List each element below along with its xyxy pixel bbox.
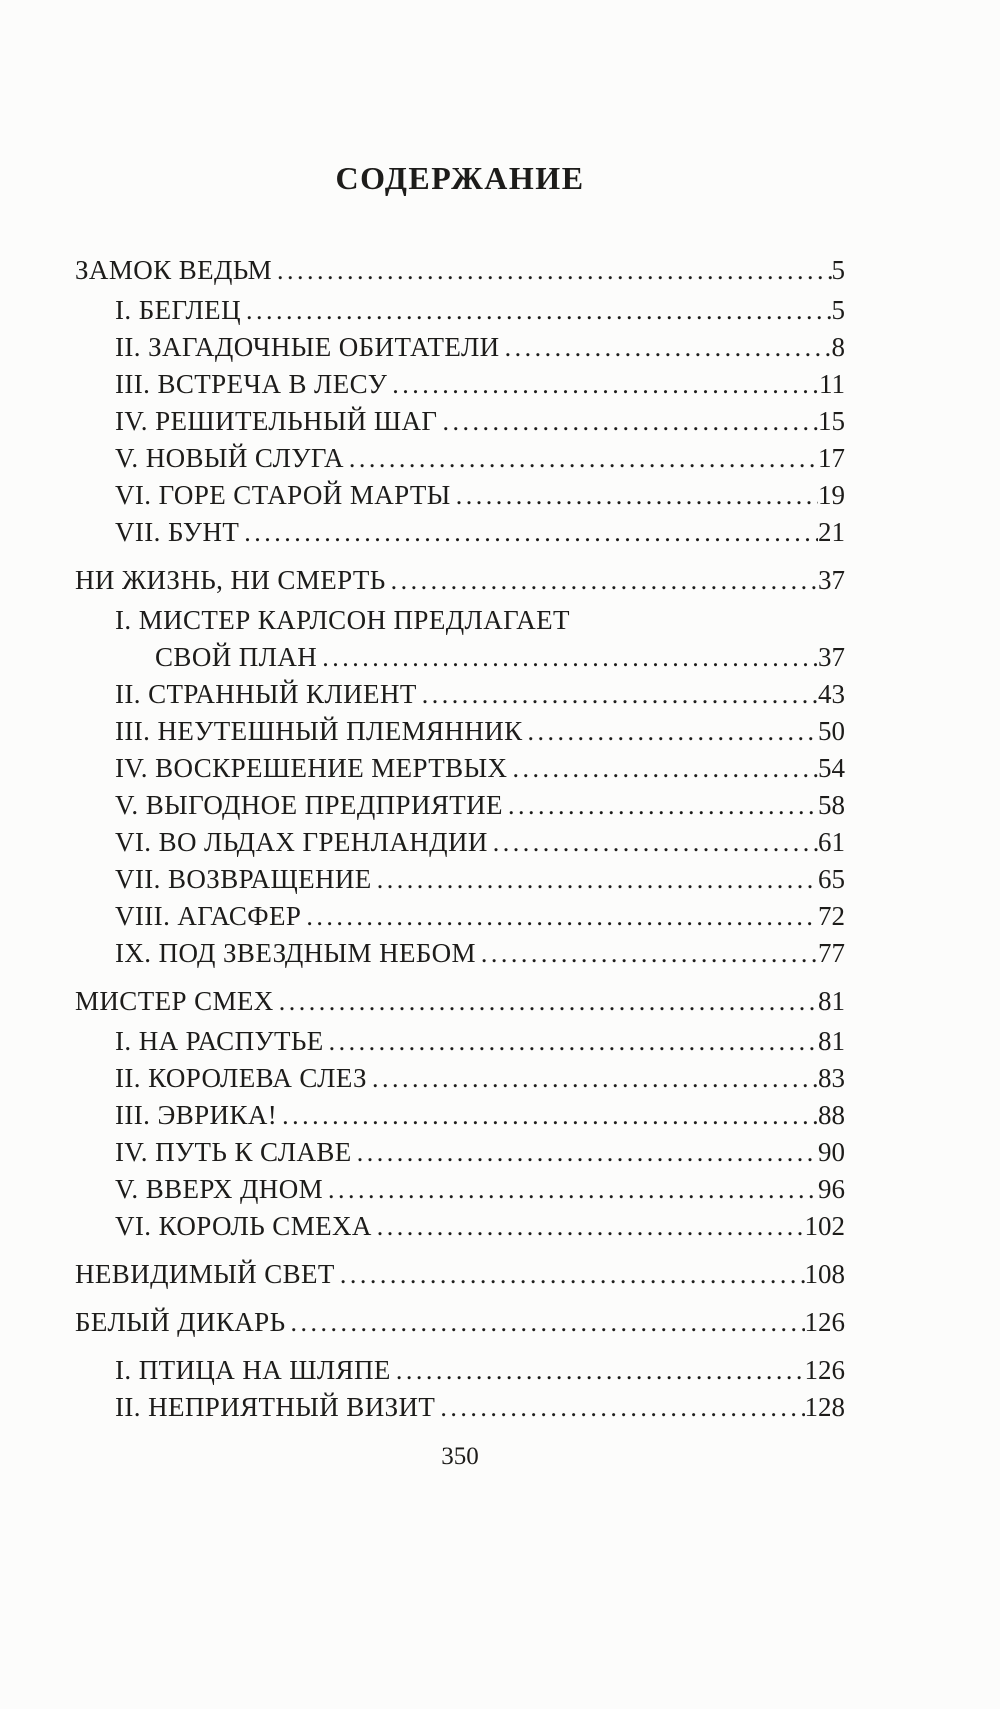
toc-entry-label: V. ВЫГОДНОЕ ПРЕДПРИЯТИЕ [115,790,503,820]
toc-entry-label: IV. ПУТЬ К СЛАВЕ [115,1137,352,1167]
toc-page-number: 43 [818,679,845,709]
toc-chapter-row [115,827,845,858]
toc-entry-label: I. ПТИЦА НА ШЛЯПЕ [115,1355,391,1385]
dot-leader [335,1259,805,1290]
toc-entry-label: V. НОВЫЙ СЛУГА [115,443,344,473]
dot-leader [500,332,832,363]
dot-leader [476,938,818,969]
toc-content [75,160,845,1429]
toc-chapter-row [115,443,845,474]
dot-leader [488,827,818,858]
dot-leader [277,1100,818,1131]
toc-page-number: 19 [818,480,845,510]
toc-section-row [75,255,845,286]
toc-page-number: 128 [804,1392,845,1422]
toc-entry-label: VI. ВО ЛЬДАХ ГРЕНЛАНДИИ [115,827,488,857]
toc-chapter-row [115,480,845,511]
toc-page-number: 21 [818,517,845,547]
toc-page-number: 83 [818,1063,845,1093]
toc-chapter-row [115,295,845,326]
dot-leader [241,295,832,326]
toc-page-number: 11 [819,369,845,399]
table-of-contents [75,255,845,1423]
toc-page-number: 88 [818,1100,845,1130]
toc-chapter-row [115,406,845,437]
toc-entry-label: VI. КОРОЛЬ СМЕХА [115,1211,372,1241]
toc-chapter-row [115,605,845,636]
toc-page-number: 50 [818,716,845,746]
dot-leader [372,864,818,895]
toc-page-number: 54 [818,753,845,783]
toc-chapter-row [115,332,845,363]
toc-entry-label: V. ВВЕРХ ДНОМ [115,1174,324,1204]
toc-entry-label: I. НА РАСПУТЬЕ [115,1026,324,1056]
toc-section-row [75,986,845,1017]
toc-page-number: 81 [818,986,845,1016]
toc-page-number: 61 [818,827,845,857]
toc-page-number: 65 [818,864,845,894]
toc-section-row [75,1307,845,1338]
toc-entry-label: III. ВСТРЕЧА В ЛЕСУ [115,369,388,399]
toc-chapter-row [115,1174,845,1205]
toc-entry-label: I. МИСТЕР КАРЛСОН ПРЕДЛАГАЕТ [115,605,570,635]
toc-chapter-row [115,1063,845,1094]
dot-leader [503,790,818,821]
toc-page-number: 108 [804,1259,845,1289]
toc-chapter-row [115,753,845,784]
dot-leader [272,255,831,286]
toc-page-number: 102 [804,1211,845,1241]
toc-chapter-row [115,716,845,747]
toc-chapter-row [115,938,845,969]
dot-leader [372,1211,805,1242]
toc-entry-label: III. ЭВРИКА! [115,1100,278,1130]
dot-leader [286,1307,805,1338]
toc-chapter-row [115,1392,845,1423]
toc-chapter-row [115,1211,845,1242]
toc-entry-label: МИСТЕР СМЕХ [75,986,274,1016]
toc-entry-label: НИ ЖИЗНЬ, НИ СМЕРТЬ [75,565,386,595]
toc-entry-label: СВОЙ ПЛАН [155,642,318,672]
dot-leader [367,1063,818,1094]
dot-leader [391,1355,805,1386]
footer-page-number: 350 [441,1443,479,1470]
toc-entry-label: II. ЗАГАДОЧНЫЕ ОБИТАТЕЛИ [115,332,500,362]
toc-page-number: 126 [804,1307,845,1337]
page-title: СОДЕРЖАНИЕ [335,160,585,196]
dot-leader [317,642,818,673]
toc-entry-label: IV. РЕШИТЕЛЬНЫЙ ШАГ [115,406,438,436]
toc-page-number: 5 [831,255,845,285]
toc-page-number: 90 [818,1137,845,1167]
toc-chapter-row [115,1137,845,1168]
toc-entry-label: II. СТРАННЫЙ КЛИЕНТ [115,679,417,709]
toc-entry-label: IX. ПОД ЗВЕЗДНЫМ НЕБОМ [115,938,476,968]
toc-page-number: 15 [818,406,845,436]
toc-section-row [75,1259,845,1290]
toc-entry-label: III. НЕУТЕШНЫЙ ПЛЕМЯННИК [115,716,523,746]
dot-leader [323,1174,818,1205]
toc-chapter-row [115,369,845,400]
dot-leader [507,753,818,784]
dot-leader [437,406,818,437]
dot-leader [451,480,818,511]
toc-chapter-row [115,517,845,548]
toc-entry-label: I. БЕГЛЕЦ [115,295,241,325]
toc-entry-label: II. НЕПРИЯТНЫЙ ВИЗИТ [115,1392,436,1422]
dot-leader [324,1026,818,1057]
toc-page-number: 8 [831,332,845,362]
toc-chapter-row [115,790,845,821]
dot-leader [386,565,818,596]
toc-page-number: 58 [818,790,845,820]
toc-entry-label: НЕВИДИМЫЙ СВЕТ [75,1259,335,1289]
dot-leader [435,1392,804,1423]
toc-page-number: 72 [818,901,845,931]
toc-page-number: 81 [818,1026,845,1056]
dot-leader [387,369,819,400]
dot-leader [239,517,818,548]
toc-chapter-row [115,679,845,710]
dot-leader [274,986,818,1017]
toc-entry-label: VIII. АГАСФЕР [115,901,302,931]
toc-chapter-row [155,642,845,673]
toc-entry-label: ЗАМОК ВЕДЬМ [75,255,273,285]
toc-page-number: 37 [818,642,845,672]
toc-page-number: 77 [818,938,845,968]
toc-page-number: 5 [831,295,845,325]
dot-leader [344,443,818,474]
toc-entry-label: VII. БУНТ [115,517,240,547]
toc-page-number: 96 [818,1174,845,1204]
toc-chapter-row [115,1355,845,1386]
toc-entry-label: IV. ВОСКРЕШЕНИЕ МЕРТВЫХ [115,753,508,783]
toc-chapter-row [115,864,845,895]
toc-section-row [75,565,845,596]
dot-leader [417,679,818,710]
toc-entry-label: II. КОРОЛЕВА СЛЕЗ [115,1063,367,1093]
toc-entry-label: VII. ВОЗВРАЩЕНИЕ [115,864,372,894]
dot-leader [301,901,818,932]
toc-page-number: 17 [818,443,845,473]
toc-entry-label: VI. ГОРЕ СТАРОЙ МАРТЫ [115,480,451,510]
toc-page-number: 126 [804,1355,845,1385]
dot-leader [523,716,818,747]
dot-leader [352,1137,818,1168]
toc-entry-label: БЕЛЫЙ ДИКАРЬ [75,1307,286,1337]
toc-chapter-row [115,1026,845,1057]
toc-chapter-row [115,901,845,932]
toc-page-number: 37 [818,565,845,595]
toc-chapter-row [115,1100,845,1131]
